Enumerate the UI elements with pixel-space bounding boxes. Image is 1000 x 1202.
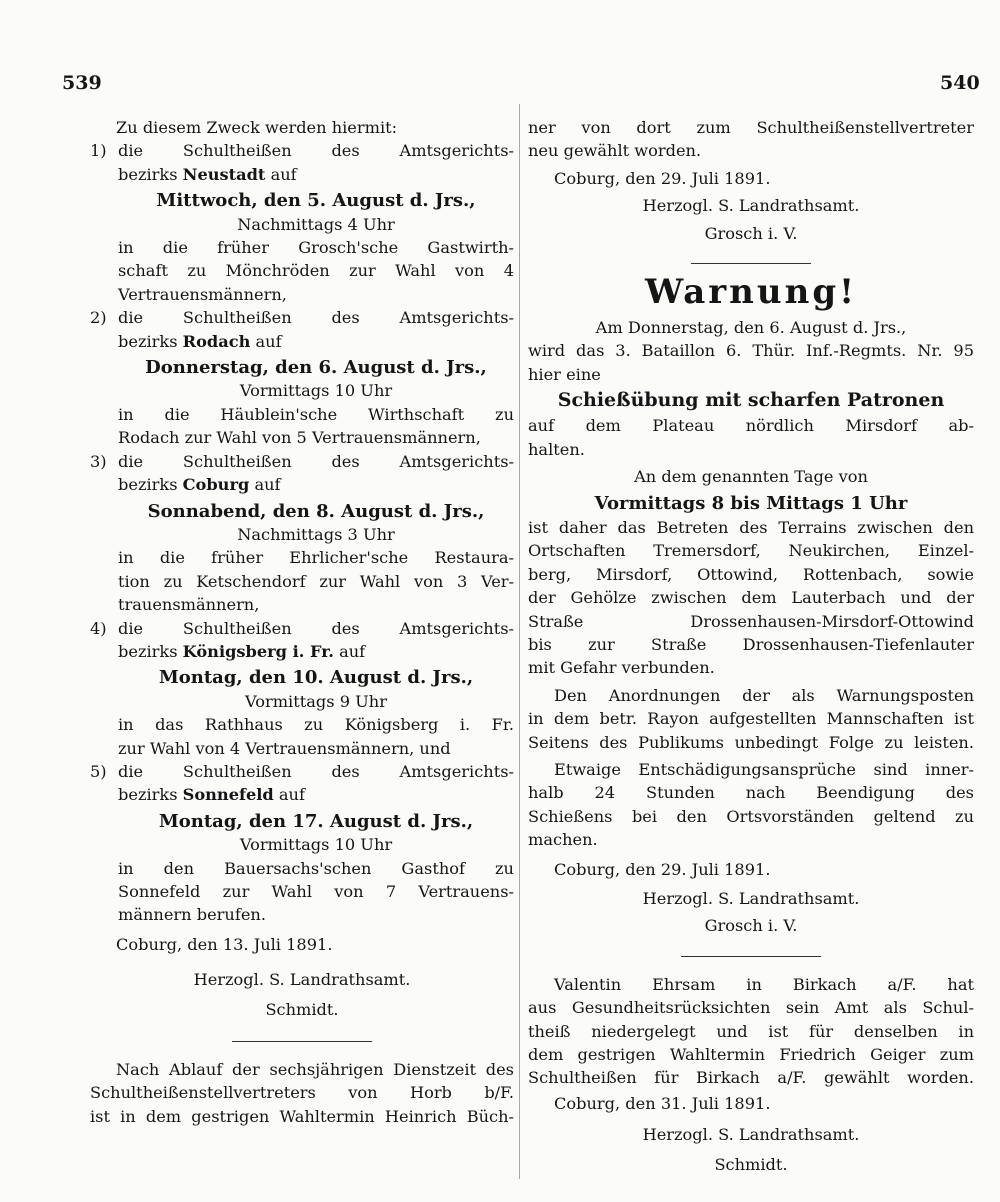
- warning-paragraph-line: machen.: [528, 830, 598, 850]
- item-place-line: in die Häublein'sche Wirthschaft zu: [118, 404, 514, 424]
- intro-line: Zu diesem Zweck werden hiermit:: [116, 118, 398, 137]
- warning-line: hier eine: [528, 364, 601, 384]
- district-prefix: bezirks: [118, 641, 178, 661]
- signature-right-1: Grosch i. V.: [704, 223, 798, 243]
- dateline-right-1: Coburg, den 29. Juli 1891.: [554, 168, 771, 188]
- notice-line: Valentin Ehrsam in Birkach a/F. hat: [554, 974, 974, 994]
- warning-line: An dem genannten Tage von: [634, 467, 868, 487]
- warning-paragraph-line: der Gehölze zwischen dem Lauterbach und der: [528, 588, 974, 608]
- district-prefix: bezirks: [118, 785, 178, 805]
- item-time: Nachmittags 3 Uhr: [237, 524, 395, 544]
- item-body: [118, 617, 514, 760]
- district-suffix: auf: [255, 331, 282, 351]
- warning-date: Am Donnerstag, den 6. August d. Jrs.,: [595, 318, 907, 338]
- warning-paragraph-line: Seitens des Publikums unbedingt Folge zu leisten.: [528, 732, 974, 752]
- item-place-line: in die früher Grosch'sche Gastwirth-: [118, 238, 514, 258]
- item-number: 1): [90, 141, 107, 161]
- notice-line: Schultheißen für Birkach a/F. gewählt worden.: [528, 1068, 974, 1088]
- warning-heading: Warnung!: [644, 272, 858, 313]
- signature-left: Schmidt.: [265, 999, 339, 1019]
- notice-line: aus Gesundheitsrücksichten sein Amt als Schul-: [528, 998, 974, 1018]
- summons-item: [90, 139, 514, 306]
- item-number: 3): [90, 451, 107, 471]
- authority-left: Herzogl. S. Landrathsamt.: [193, 970, 411, 990]
- item-date: Montag, den 10. August d. Jrs.,: [158, 667, 474, 689]
- warning-paragraph-line: Straße Drossenhausen-Mirsdorf-Ottowind: [528, 611, 974, 631]
- warning-time: Vormittags 8 bis Mittags 1 Uhr: [594, 493, 908, 515]
- item-number: 2): [90, 308, 107, 328]
- signature-right-3: Schmidt.: [714, 1154, 788, 1174]
- item-district-line: [118, 473, 514, 496]
- item-date: Sonnabend, den 8. August d. Jrs.,: [147, 500, 485, 522]
- notice-line: Schultheißenstellvertreters von Horb b/F.: [90, 1083, 514, 1103]
- item-district-line: [118, 163, 514, 186]
- authority-right-3: Herzogl. S. Landrathsamt.: [642, 1125, 860, 1145]
- dateline-left: Coburg, den 13. Juli 1891.: [116, 934, 333, 954]
- item-place-line: zur Wahl von 4 Vertrauensmännern, und: [118, 738, 451, 758]
- item-place-line: in die früher Ehrlicher'sche Restaura-: [118, 548, 514, 568]
- item-time: Vormittags 9 Uhr: [245, 691, 387, 711]
- item-lead: die Schultheißen des Amtsgerichts-: [118, 451, 514, 471]
- district-prefix: bezirks: [118, 475, 178, 495]
- item-district-line: [118, 783, 514, 806]
- notice-line: Nach Ablauf der sechsjährigen Dienstzeit des: [116, 1060, 514, 1080]
- warning-subheading: Schießübung mit scharfen Patronen: [557, 389, 945, 412]
- left-column: [90, 116, 514, 1128]
- district-suffix: auf: [270, 164, 297, 184]
- summons-item: [90, 617, 514, 760]
- dateline-right-2: Coburg, den 29. Juli 1891.: [554, 859, 771, 879]
- warning-paragraph-line: Etwaige Entschädigungsansprüche sind inner-: [554, 759, 974, 779]
- warning-line: auf dem Plateau nördlich Mirsdorf ab-: [528, 416, 974, 436]
- item-place-line: Vertrauensmännern,: [118, 284, 287, 304]
- warning-paragraph-line: bis zur Straße Drossenhausen-Tiefenlauter: [528, 634, 974, 654]
- warning-paragraph-line: in dem betr. Rayon aufgestellten Mannschaften ist: [528, 709, 974, 729]
- item-body: [118, 306, 514, 449]
- warning-line: halten.: [528, 439, 585, 459]
- item-date: Donnerstag, den 6. August d. Jrs.,: [145, 357, 487, 379]
- item-district-line: [118, 330, 514, 353]
- item-date: Mittwoch, den 5. August d. Jrs.,: [156, 190, 476, 212]
- notice-line: dem gestrigen Wahltermin Friedrich Geiger zum: [528, 1045, 974, 1064]
- item-number: 5): [90, 761, 107, 781]
- district-suffix: auf: [339, 641, 366, 661]
- continuation-line: ner von dort zum Schultheißenstellvertreter: [528, 118, 974, 137]
- item-body: [118, 450, 514, 617]
- dateline-right-3: Coburg, den 31. Juli 1891.: [554, 1093, 771, 1113]
- item-place-line: in den Bauersachs'schen Gasthof zu: [118, 858, 514, 878]
- item-lead: die Schultheißen des Amtsgerichts-: [118, 761, 514, 781]
- summons-item: [90, 760, 514, 927]
- warning-paragraph-line: halb 24 Stunden nach Beendigung des: [528, 783, 974, 803]
- item-body: [118, 139, 514, 306]
- warning-paragraph-line: Ortschaften Tremersdorf, Neukirchen, Einzel-: [528, 541, 974, 561]
- item-place-line: schaft zu Mönchröden zur Wahl von 4: [118, 261, 514, 281]
- warning-paragraph-line: Schießens bei den Ortsvorständen geltend zu: [528, 806, 974, 826]
- warning-paragraph-line: berg, Mirsdorf, Ottowind, Rottenbach, sowie: [528, 564, 974, 584]
- district-name: Neustadt: [182, 164, 266, 184]
- district-suffix: auf: [278, 785, 305, 805]
- warning-paragraph-line: ist daher das Betreten des Terrains zwischen den: [528, 517, 974, 537]
- warning-paragraph-line: mit Gefahr verbunden.: [528, 658, 715, 678]
- item-place-line: Sonnefeld zur Wahl von 7 Vertrauens-: [118, 882, 514, 901]
- district-prefix: bezirks: [118, 164, 178, 184]
- district-prefix: bezirks: [118, 331, 178, 351]
- item-place-line: trauensmännern,: [118, 595, 260, 615]
- district-name: Sonnefeld: [182, 785, 274, 805]
- item-time: Vormittags 10 Uhr: [239, 835, 393, 855]
- district-name: Rodach: [182, 331, 251, 351]
- warning-line: wird das 3. Bataillon 6. Thür. Inf.-Regmts. Nr. 95: [528, 341, 974, 361]
- item-time: Vormittags 10 Uhr: [239, 381, 393, 401]
- summons-item: [90, 450, 514, 617]
- item-date: Montag, den 17. August d. Jrs.,: [158, 810, 474, 832]
- warning-paragraph-line: Den Anordnungen der als Warnungsposten: [554, 685, 974, 705]
- continuation-line: neu gewählt worden.: [528, 141, 702, 161]
- item-lead: die Schultheißen des Amtsgerichts-: [118, 141, 514, 161]
- notice-line: theiß niedergelegt und ist für denselben in: [528, 1021, 974, 1041]
- district-suffix: auf: [254, 475, 281, 495]
- right-column: [528, 116, 974, 1176]
- item-district-line: [118, 640, 514, 663]
- authority-right-1: Herzogl. S. Landrathsamt.: [642, 196, 860, 216]
- item-place-line: männern berufen.: [118, 905, 266, 925]
- district-name: Königsberg i. Fr.: [182, 641, 334, 661]
- column-divider: [519, 104, 520, 1179]
- item-body: [118, 760, 514, 927]
- item-place-line: tion zu Ketschendorf zur Wahl von 3 Ver-: [118, 571, 514, 591]
- separator-rule: [691, 263, 811, 264]
- item-lead: die Schultheißen des Amtsgerichts-: [118, 618, 514, 638]
- separator-rule: [681, 956, 821, 957]
- item-lead: die Schultheißen des Amtsgerichts-: [118, 308, 514, 328]
- item-place-line: in das Rathhaus zu Königsberg i. Fr.: [118, 715, 514, 735]
- notice-line: ist in dem gestrigen Wahltermin Heinrich Büch-: [90, 1106, 514, 1126]
- item-time: Nachmittags 4 Uhr: [237, 214, 395, 234]
- page-number-left: 539: [62, 72, 102, 94]
- item-place-line: Rodach zur Wahl von 5 Vertrauensmännern,: [118, 428, 481, 448]
- summons-item: [90, 306, 514, 449]
- page-number-right: 540: [940, 72, 980, 94]
- district-name: Coburg: [182, 475, 250, 495]
- signature-right-2: Grosch i. V.: [704, 916, 798, 936]
- authority-right-2: Herzogl. S. Landrathsamt.: [642, 888, 860, 908]
- separator-rule: [232, 1041, 372, 1042]
- item-number: 4): [90, 618, 107, 638]
